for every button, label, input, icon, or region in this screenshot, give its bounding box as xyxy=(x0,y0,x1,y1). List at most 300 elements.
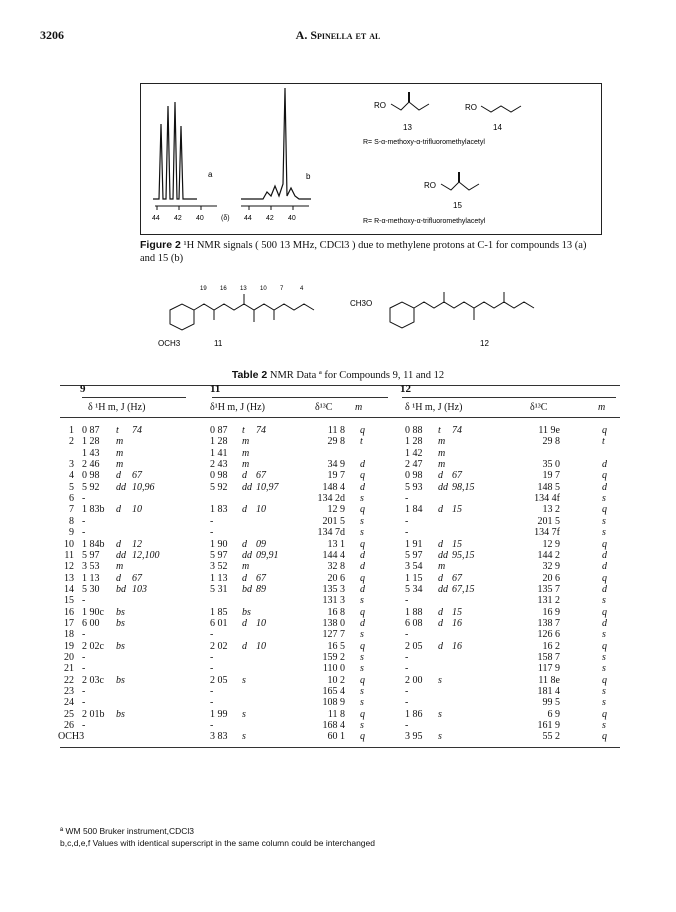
table-cell: q xyxy=(360,572,365,584)
table-cell: - xyxy=(210,686,214,698)
table-cell: 10 xyxy=(256,617,266,629)
table-cell: d xyxy=(242,470,247,482)
table-cell: 1 41 xyxy=(210,447,228,459)
row-number: 11 xyxy=(64,549,74,561)
table-cell: 10 xyxy=(256,640,266,652)
table-cell: 1 42 xyxy=(405,447,423,459)
table-cell: 2 01b xyxy=(82,708,105,720)
table-cell: - xyxy=(210,697,214,709)
table-cell: 67 xyxy=(452,572,462,584)
table-cell: d xyxy=(360,561,365,573)
structure-11 xyxy=(170,294,314,330)
table-cell: m xyxy=(116,436,124,448)
row-number: 14 xyxy=(64,583,74,595)
row-number: 12 xyxy=(64,561,74,573)
table-cell: q xyxy=(360,640,365,652)
table-cell: s xyxy=(438,708,442,720)
c4: 4 xyxy=(300,286,304,292)
table-cell: - xyxy=(405,527,409,539)
table-cell: s xyxy=(602,493,606,505)
group-11: 11 xyxy=(210,383,221,395)
table-cell: m xyxy=(242,447,250,459)
running-head-authors: A. Spinella et al xyxy=(295,28,381,42)
table-cell: 5 92 xyxy=(210,481,228,493)
table-cell: 135 7 xyxy=(537,583,560,595)
row-number: 24 xyxy=(64,697,74,709)
table-cell: q xyxy=(360,708,365,720)
table-cell: 32 9 xyxy=(542,561,560,573)
table-cell: 159 2 xyxy=(322,652,345,663)
figure-2-caption-label: Figure 2 xyxy=(140,239,181,251)
table-cell: 67 xyxy=(452,470,462,482)
col-header: δ¹³C xyxy=(530,402,548,413)
table-cell: m xyxy=(438,447,446,459)
table-cell: - xyxy=(210,629,214,641)
table-cell: 74 xyxy=(132,425,142,436)
table-cell: q xyxy=(360,606,365,618)
table-cell: d xyxy=(242,640,247,652)
table-cell: q xyxy=(602,674,607,686)
table-cell: 1 84b xyxy=(82,538,105,550)
table-cell: - xyxy=(405,595,409,607)
table-cell: d xyxy=(360,617,365,629)
table-cell: 6 9 xyxy=(547,708,560,720)
table-cell: 5 31 xyxy=(210,583,228,595)
group-9-rule xyxy=(82,397,186,398)
table-cell: 0 87 xyxy=(82,425,100,436)
table-cell: t xyxy=(602,436,605,448)
table-cell: 5 97 xyxy=(210,549,228,561)
row-number: 23 xyxy=(64,686,74,698)
table-cell: s xyxy=(360,663,364,675)
table-cell: bs xyxy=(116,674,125,686)
row-number: 6 xyxy=(69,493,74,505)
table-cell: dd xyxy=(438,481,448,493)
table-cell: bd xyxy=(116,583,126,595)
tick-a-2: 42 xyxy=(174,215,182,222)
table-cell: 5 97 xyxy=(405,549,423,561)
table-cell: s xyxy=(602,697,606,709)
table-cell: 1 99 xyxy=(210,708,228,720)
table-cell: 1 85 xyxy=(210,606,228,618)
row-number: 18 xyxy=(64,629,74,641)
table-cell: m xyxy=(438,436,446,448)
table-cell: m xyxy=(116,447,124,459)
table-cell: 131 3 xyxy=(322,595,345,607)
table-cell: 103 xyxy=(132,583,147,595)
table-cell: 117 9 xyxy=(537,663,560,675)
ro-13: RO xyxy=(374,101,386,110)
figure-2-drawing xyxy=(141,84,601,234)
table-cell: 3 54 xyxy=(405,561,423,573)
table-cell: - xyxy=(210,652,214,663)
table-cell: - xyxy=(210,515,214,527)
table-cell: 161 9 xyxy=(537,720,560,732)
table-cell: 16 xyxy=(452,640,462,652)
table-cell: - xyxy=(82,686,86,698)
table-2-title xyxy=(0,369,676,381)
table-cell: 3 95 xyxy=(405,731,423,743)
table-cell: q xyxy=(602,470,607,482)
spectrum-b-label: b xyxy=(306,172,311,181)
table-cell: 1 13 xyxy=(82,572,100,584)
table-cell: dd xyxy=(116,549,126,561)
table-cell: 95,15 xyxy=(452,549,475,561)
row-number: OCH3 xyxy=(58,731,85,743)
table-cell: 20 6 xyxy=(327,572,345,584)
table-cell: s xyxy=(360,515,364,527)
row-number: 5 xyxy=(69,481,74,493)
table-cell: - xyxy=(405,515,409,527)
table-cell: 148 4 xyxy=(322,481,345,493)
row-number: 17 xyxy=(64,617,74,629)
structure-12 xyxy=(390,292,534,328)
table-cell: q xyxy=(602,708,607,720)
col-header: δ¹³C xyxy=(315,402,333,413)
table-cell: d xyxy=(438,572,443,584)
table-cell: 165 4 xyxy=(322,686,345,698)
table-cell: 55 2 xyxy=(542,731,560,743)
table-cell: bs xyxy=(116,640,125,652)
table-cell: bs xyxy=(116,708,125,720)
spectrum-a xyxy=(153,102,197,199)
table-cell: - xyxy=(405,720,409,732)
table-cell: q xyxy=(602,640,607,652)
table-cell: 3 52 xyxy=(210,561,228,573)
figure-2-caption-text: ¹H NMR signals ( 500 13 MHz, CDCl3 ) due to methylene protons at C-1 for compounds 13 (a) and 15 (b) xyxy=(140,240,587,264)
table-cell: - xyxy=(210,527,214,539)
header-rule xyxy=(60,417,620,418)
table-cell: s xyxy=(360,493,364,505)
row-number: 16 xyxy=(64,606,74,618)
table-cell: 134 7d xyxy=(317,527,345,539)
table-cell: 1 90 xyxy=(210,538,228,550)
table-cell: 1 28 xyxy=(82,436,100,448)
table-cell: 135 3 xyxy=(322,583,345,595)
table-cell: d xyxy=(438,470,443,482)
table-cell: - xyxy=(82,720,86,732)
table-cell: 2 46 xyxy=(82,459,100,471)
row-number: 20 xyxy=(64,652,74,663)
table-cell: 16 8 xyxy=(327,606,345,618)
table-cell: 2 43 xyxy=(210,459,228,471)
table-cell: 10,96 xyxy=(132,481,155,493)
table-cell: 127 7 xyxy=(322,629,345,641)
table-cell: 29 8 xyxy=(327,436,345,448)
table-cell: 11 8e xyxy=(538,674,560,686)
table-cell: 144 2 xyxy=(537,549,560,561)
table-cell: q xyxy=(360,425,365,436)
axis-unit: (δ) xyxy=(221,215,230,222)
tick-a-3: 40 xyxy=(196,215,204,222)
table-cell: 2 02c xyxy=(82,640,104,652)
table-cell: 99 5 xyxy=(542,697,560,709)
table-cell: - xyxy=(210,720,214,732)
table-cell: d xyxy=(242,504,247,516)
table-cell: m xyxy=(242,561,250,573)
col-header: δ¹H m, J (Hz) xyxy=(210,402,265,413)
row-number: 19 xyxy=(64,640,74,652)
table-cell: - xyxy=(405,493,409,505)
table-cell: 2 03c xyxy=(82,674,104,686)
table-cell: s xyxy=(360,652,364,663)
table-cell: 1 15 xyxy=(405,572,423,584)
table-cell: d xyxy=(602,583,607,595)
table-cell: d xyxy=(242,538,247,550)
table-cell: q xyxy=(602,538,607,550)
table-cell: d xyxy=(360,459,365,471)
table-cell: 29 8 xyxy=(542,436,560,448)
table-cell: 16 9 xyxy=(542,606,560,618)
row-number: 8 xyxy=(69,515,74,527)
table-cell: d xyxy=(116,470,121,482)
table-cell: 181 4 xyxy=(537,686,560,698)
row-number: 26 xyxy=(64,720,74,732)
table-cell: m xyxy=(116,561,124,573)
table-cell: t xyxy=(438,425,441,436)
table-footnotes xyxy=(60,825,375,849)
table-cell: d xyxy=(438,504,443,516)
table-cell: dd xyxy=(438,583,448,595)
table-cell: 1 28 xyxy=(210,436,228,448)
table-cell: - xyxy=(82,527,86,539)
table-cell: 89 xyxy=(256,583,266,595)
table-cell: 2 00 xyxy=(405,674,423,686)
col-header: δ ¹H m, J (Hz) xyxy=(405,402,463,413)
table-cell: 1 13 xyxy=(210,572,228,584)
table-cell: - xyxy=(210,663,214,675)
table-cell: s xyxy=(438,731,442,743)
table-cell: 201 5 xyxy=(322,515,345,527)
c16: 16 xyxy=(220,286,227,292)
r-label-bottom: R= R-α-methoxy-α-trifluoromethylacetyl xyxy=(363,218,486,225)
table-cell: 74 xyxy=(256,425,266,436)
structure-13 xyxy=(391,92,429,110)
table-cell: d xyxy=(360,481,365,493)
table-cell: 13 2 xyxy=(542,504,560,516)
table-cell: 2 02 xyxy=(210,640,228,652)
table-cell: s xyxy=(602,686,606,698)
table-cell: 10,97 xyxy=(256,481,279,493)
table-cell: 11 9e xyxy=(538,425,560,436)
group-9: 9 xyxy=(80,383,86,395)
table-cell: d xyxy=(602,617,607,629)
table-cell: 0 98 xyxy=(210,470,228,482)
table-cell: bd xyxy=(242,583,252,595)
table-cell: bs xyxy=(242,606,251,618)
table-cell: s xyxy=(602,629,606,641)
table-cell: 12 9 xyxy=(327,504,345,516)
table-cell: s xyxy=(242,731,246,743)
footnote-a: ª WM 500 Bruker instrument,CDCl3 xyxy=(60,826,194,836)
table-cell: s xyxy=(438,674,442,686)
table-cell: 168 4 xyxy=(322,720,345,732)
label-11: 11 xyxy=(214,339,223,348)
table-cell: 67 xyxy=(132,470,142,482)
table-cell: 20 6 xyxy=(542,572,560,584)
table-cell: q xyxy=(360,504,365,516)
table-cell: 1 90c xyxy=(82,606,104,618)
table-cell: m xyxy=(242,436,250,448)
row-number: 4 xyxy=(69,470,74,482)
table-cell: bs xyxy=(116,617,125,629)
table-cell: s xyxy=(360,686,364,698)
table-cell: 19 7 xyxy=(327,470,345,482)
table-cell: s xyxy=(602,652,606,663)
table-cell: - xyxy=(82,697,86,709)
structure-15 xyxy=(441,172,479,190)
table-cell: - xyxy=(405,686,409,698)
table-cell: q xyxy=(602,731,607,743)
table-cell: 10 xyxy=(132,504,142,516)
table-cell: 15 xyxy=(452,606,462,618)
table-cell: 67,15 xyxy=(452,583,475,595)
table-cell: 16 xyxy=(452,617,462,629)
ro-14: RO xyxy=(465,103,477,112)
figure-2 xyxy=(140,83,602,235)
table-cell: 148 5 xyxy=(537,481,560,493)
table-cell: t xyxy=(242,425,245,436)
structures-11-12 xyxy=(130,280,590,370)
table-cell: s xyxy=(360,527,364,539)
table-cell: dd xyxy=(242,481,252,493)
table-cell: 6 08 xyxy=(405,617,423,629)
table-cell: m xyxy=(438,561,446,573)
table-cell: 67 xyxy=(132,572,142,584)
table-cell: 158 7 xyxy=(537,652,560,663)
row-number: 10 xyxy=(64,538,74,550)
table-cell: - xyxy=(82,493,86,505)
table-cell: 5 92 xyxy=(82,481,100,493)
table-cell: 5 93 xyxy=(405,481,423,493)
table-cell: bs xyxy=(116,606,125,618)
table-cell: t xyxy=(116,425,119,436)
table-cell: 126 6 xyxy=(537,629,560,641)
table-cell: 16 5 xyxy=(327,640,345,652)
row-number: 21 xyxy=(64,663,74,675)
label-12: 12 xyxy=(480,339,489,348)
table-cell: d xyxy=(438,617,443,629)
table-cell: s xyxy=(602,595,606,607)
table-cell: 6 00 xyxy=(82,617,100,629)
figure-2-caption xyxy=(140,239,590,265)
table-cell: 5 34 xyxy=(405,583,423,595)
table-cell: d xyxy=(116,504,121,516)
table-cell: - xyxy=(82,595,86,607)
label-13: 13 xyxy=(403,123,412,132)
table-cell: 15 xyxy=(452,538,462,550)
tick-b-2: 42 xyxy=(266,215,274,222)
table-cell: q xyxy=(602,425,607,436)
table-cell: s xyxy=(360,629,364,641)
table-cell: 98,15 xyxy=(452,481,475,493)
table-cell: 131 2 xyxy=(537,595,560,607)
table-cell: s xyxy=(602,663,606,675)
structures-drawing xyxy=(130,280,590,365)
table-cell: 32 8 xyxy=(327,561,345,573)
table-cell: 0 87 xyxy=(210,425,228,436)
table-cell: 144 4 xyxy=(322,549,345,561)
table-cell: 3 83 xyxy=(210,731,228,743)
och3-11: OCH3 xyxy=(158,339,181,348)
tick-b-3: 40 xyxy=(288,215,296,222)
table-cell: q xyxy=(602,572,607,584)
label-14: 14 xyxy=(493,123,502,132)
table-cell: 1 84 xyxy=(405,504,423,516)
table-cell: d xyxy=(116,572,121,584)
table-cell: 1 83 xyxy=(210,504,228,516)
row-number: 2 xyxy=(69,436,74,448)
table-cell: 67 xyxy=(256,470,266,482)
table-cell: - xyxy=(405,652,409,663)
table-cell: - xyxy=(405,663,409,675)
c19: 19 xyxy=(200,286,207,292)
table-cell: q xyxy=(360,538,365,550)
table-cell: 1 86 xyxy=(405,708,423,720)
table-cell: 12 9 xyxy=(542,538,560,550)
table-cell: 1 28 xyxy=(405,436,423,448)
table-cell: - xyxy=(82,663,86,675)
col-header: δ ¹H m, J (Hz) xyxy=(88,402,146,413)
table-cell: - xyxy=(405,629,409,641)
table-cell: 0 98 xyxy=(405,470,423,482)
table-cell: s xyxy=(602,515,606,527)
table-cell: - xyxy=(82,652,86,663)
table-cell: d xyxy=(438,606,443,618)
table-cell: 1 88 xyxy=(405,606,423,618)
table-cell: 15 xyxy=(452,504,462,516)
ro-15: RO xyxy=(424,181,436,190)
table-cell: 201 5 xyxy=(537,515,560,527)
table-cell: 110 0 xyxy=(322,663,345,675)
table-cell: s xyxy=(360,595,364,607)
table-cell: q xyxy=(360,731,365,743)
group-11-rule xyxy=(212,397,388,398)
table-cell: m xyxy=(116,459,124,471)
table-cell: q xyxy=(360,470,365,482)
table-cell: q xyxy=(602,504,607,516)
table-cell: s xyxy=(602,527,606,539)
table-cell: 10 xyxy=(256,504,266,516)
spectrum-a-label: a xyxy=(208,170,213,179)
table-cell: 5 97 xyxy=(82,549,100,561)
c7: 7 xyxy=(280,286,284,292)
table-cell: 134 7f xyxy=(534,527,560,539)
table-top-rule xyxy=(60,385,620,386)
footnote-b: b,c,d,e,f Values with identical superscript in the same column could be interchanged xyxy=(60,838,375,848)
table-cell: 67 xyxy=(256,572,266,584)
table-cell: 2 05 xyxy=(210,674,228,686)
table-cell: 12 xyxy=(132,538,142,550)
c13: 13 xyxy=(240,286,247,292)
table-cell: d xyxy=(242,572,247,584)
table-cell: 11 8 xyxy=(327,425,345,436)
axis-ticks xyxy=(157,206,293,210)
table-cell: 10 2 xyxy=(327,674,345,686)
table-cell: d xyxy=(360,583,365,595)
table-cell: 2 05 xyxy=(405,640,423,652)
table-cell: - xyxy=(82,629,86,641)
row-number: 22 xyxy=(64,674,74,686)
table-cell: 0 88 xyxy=(405,425,423,436)
table-cell: d xyxy=(602,549,607,561)
table-cell: s xyxy=(602,720,606,732)
table-cell: 134 2d xyxy=(317,493,345,505)
group-12: 12 xyxy=(400,383,411,395)
table-cell: 5 30 xyxy=(82,583,100,595)
table-cell: - xyxy=(405,697,409,709)
table-cell: s xyxy=(360,697,364,709)
